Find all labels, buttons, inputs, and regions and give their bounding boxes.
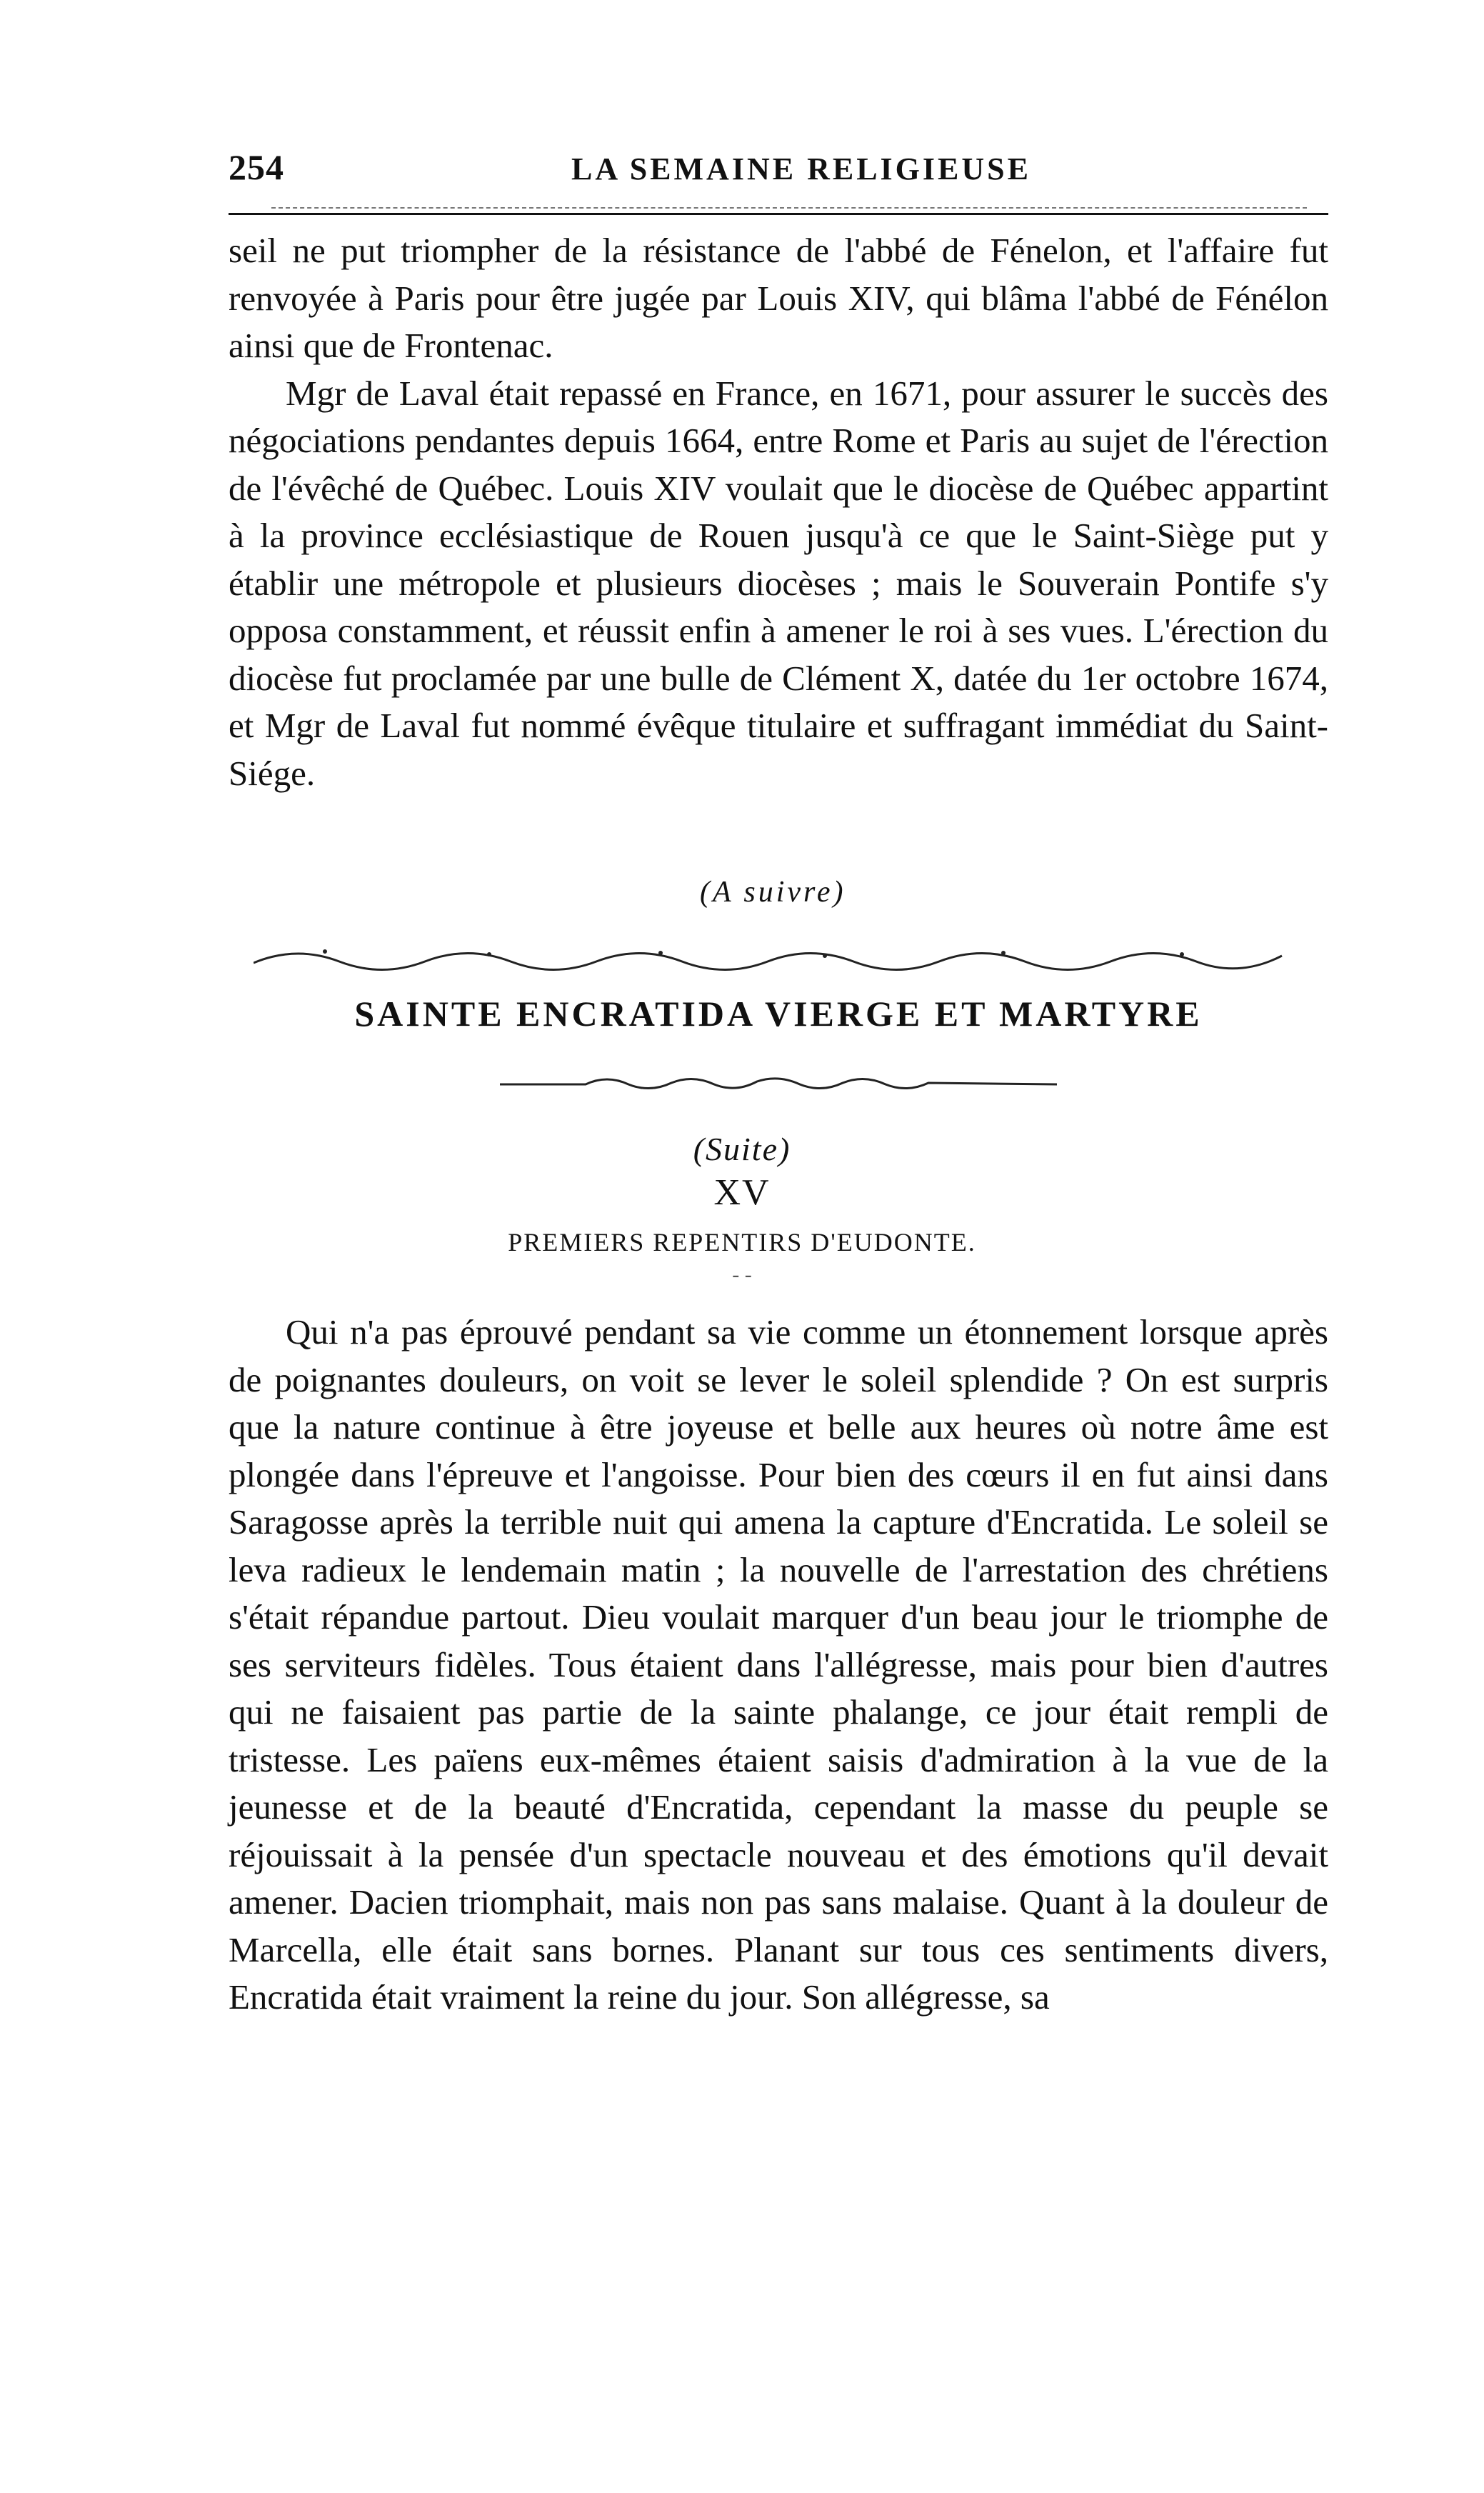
journal-title: LA SEMAINE RELIGIEUSE xyxy=(571,151,1031,186)
section-title: SAINTE ENCRATIDA VIERGE ET MARTYRE xyxy=(354,994,1203,1034)
chapter-title: PREMIERS REPENTIRS D'EUDONTE. xyxy=(508,1228,976,1257)
top-text-block xyxy=(229,227,1328,797)
running-head xyxy=(229,146,1328,196)
paragraph-laval: Mgr de Laval était repassé en France, en 1671, pour assurer le succès des négociations pendantes depuis 1664, entre Rome et Paris au sujet de l'érection de l'évêché de Québec. Louis XIV voulait que le diocèse de Québec appartint à la province ecclésiastique de Rouen jusqu'à ce que le Saint-Siège put y établir une métropole et plusieurs diocèses ; mais le Souverain Pontife s'y opposa constamment, et réussit enfin à amener le roi à ses vues. L'érection du diocèse fut proclamée par une bulle de Clément X, datée du 1er octobre 1674, et Mgr de Laval fut nommé évêque titulaire et suffragant immédiat du Saint-Siége. xyxy=(229,373,1328,793)
continuation-note: (A suivre) xyxy=(700,876,846,909)
page-number: 254 xyxy=(229,147,284,187)
chapter-dots: - - xyxy=(732,1263,752,1287)
paragraph-encratida: Qui n'a pas éprouvé pendant sa vie comme un étonnement lorsque après de poignantes douleurs, on voit se lever le soleil splendide ? On est surpris que la nature continue à être joyeuse et belle aux heures où notre âme est plongée dans l'épreuve et l'angoisse. Pour bien des cœurs il en fut ainsi dans Saragosse après la terrible nuit qui amena la capture d'Encratida. Le soleil se leva radieux le lendemain matin ; la nouvelle de l'arrestation des chrétiens s'était répandue partout. Dieu voulait marquer d'un beau jour le triomphe de ses serviteurs fidèles. Tous étaient dans l'allégresse, mais pour bien d'autres qui ne faisaient pas partie de la sainte phalange, ce jour était rempli de tristesse. Les païens eux-mêmes étaient saisis d'admiration à la vue de la jeunesse et de la beauté d'Encratida, cependant la masse du peuple se réjouissait à la pensée d'un spectacle nouveau et des émotions qu'il devait amener. Dacien triomphait, mais non pas sans malaise. Quant à la douleur de Marcella, elle était sans bornes. Planant sur tous ces sentiments divers, Encratida était vraiment la reine du jour. Son allégresse, sa xyxy=(229,1312,1328,2017)
ornamental-rule-bottom xyxy=(500,1071,1057,1097)
header-dashed-rule xyxy=(271,207,1307,209)
paragraph-continued: seil ne put triompher de la résistance de l'abbé de Fénelon, et l'affaire fut renvoyée à Paris pour être jugée par Louis XIV, qui blâma l'abbé de Fénélon ainsi que de Frontenac. xyxy=(229,231,1328,365)
suite-label: (Suite) xyxy=(693,1131,791,1167)
header-rule xyxy=(229,213,1328,215)
ornamental-rule-top xyxy=(254,941,1318,977)
chapter-number: XV xyxy=(713,1172,771,1213)
bottom-text-block xyxy=(229,1309,1328,2022)
